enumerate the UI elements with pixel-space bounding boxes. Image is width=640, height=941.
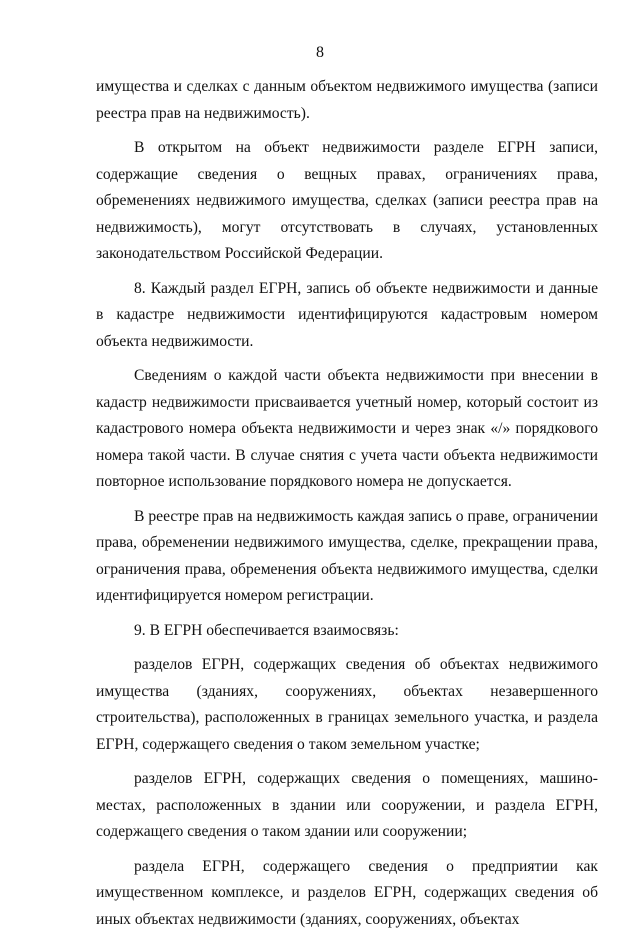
document-body [96, 74, 598, 941]
paragraph-6: 9. В ЕГРН обеспечивается взаимосвязь: [134, 621, 399, 639]
paragraph-5: В реестре прав на недвижимость каждая запись о праве, ограничении права, обременении недвижимого имущества, сделке, прекращении права, ограничения права, обременения объекта недвижимого имущества, сделки идентифицируется номером регистрации. [96, 507, 598, 604]
paragraph-9: раздела ЕГРН, содержащего сведения о предприятии как имущественном комплексе, и разделов ЕГРН, содержащих сведения об иных объектах недвижимости (зданиях, сооружениях, объектах [96, 857, 598, 928]
paragraph-2: В открытом на объект недвижимости разделе ЕГРН записи, содержащие сведения о вещных правах, ограничениях права, обременениях недвижимого имущества, сделках (записи реестра прав на недвижимость), могут отсутствовать в случаях, установленных законодательством Российской Федерации. [96, 139, 598, 262]
paragraph-3: 8. Каждый раздел ЕГРН, запись об объекте недвижимости и данные в кадастре недвижимости идентифицируются кадастровым номером объекта недвижимости. [96, 279, 598, 350]
paragraph-7: разделов ЕГРН, содержащих сведения об объектах недвижимого имущества (зданиях, сооружениях, объектах незавершенного строительства), расположенных в границах земельного участка, и раздела ЕГРН, содержащего сведения о таком земельном участке; [96, 656, 598, 753]
paragraph-8: разделов ЕГРН, содержащих сведения о помещениях, машино-местах, расположенных в здании или сооружении, и раздела ЕГРН, содержащего сведения о таком здании или сооружении; [96, 770, 598, 840]
page-number: 8 [316, 44, 324, 61]
paragraph-1: имущества и сделках с данным объектом недвижимого имущества (записи реестра прав на недвижимость). [96, 78, 598, 122]
paragraph-4: Сведениям о каждой части объекта недвижимости при внесении в кадастр недвижимости присваивается учетный номер, который состоит из кадастрового номера объекта недвижимости и через знак «/» порядкового номера такой части. В случае снятия с учета части объекта недвижимости повторное использование порядкового номера не допускается. [96, 367, 598, 490]
